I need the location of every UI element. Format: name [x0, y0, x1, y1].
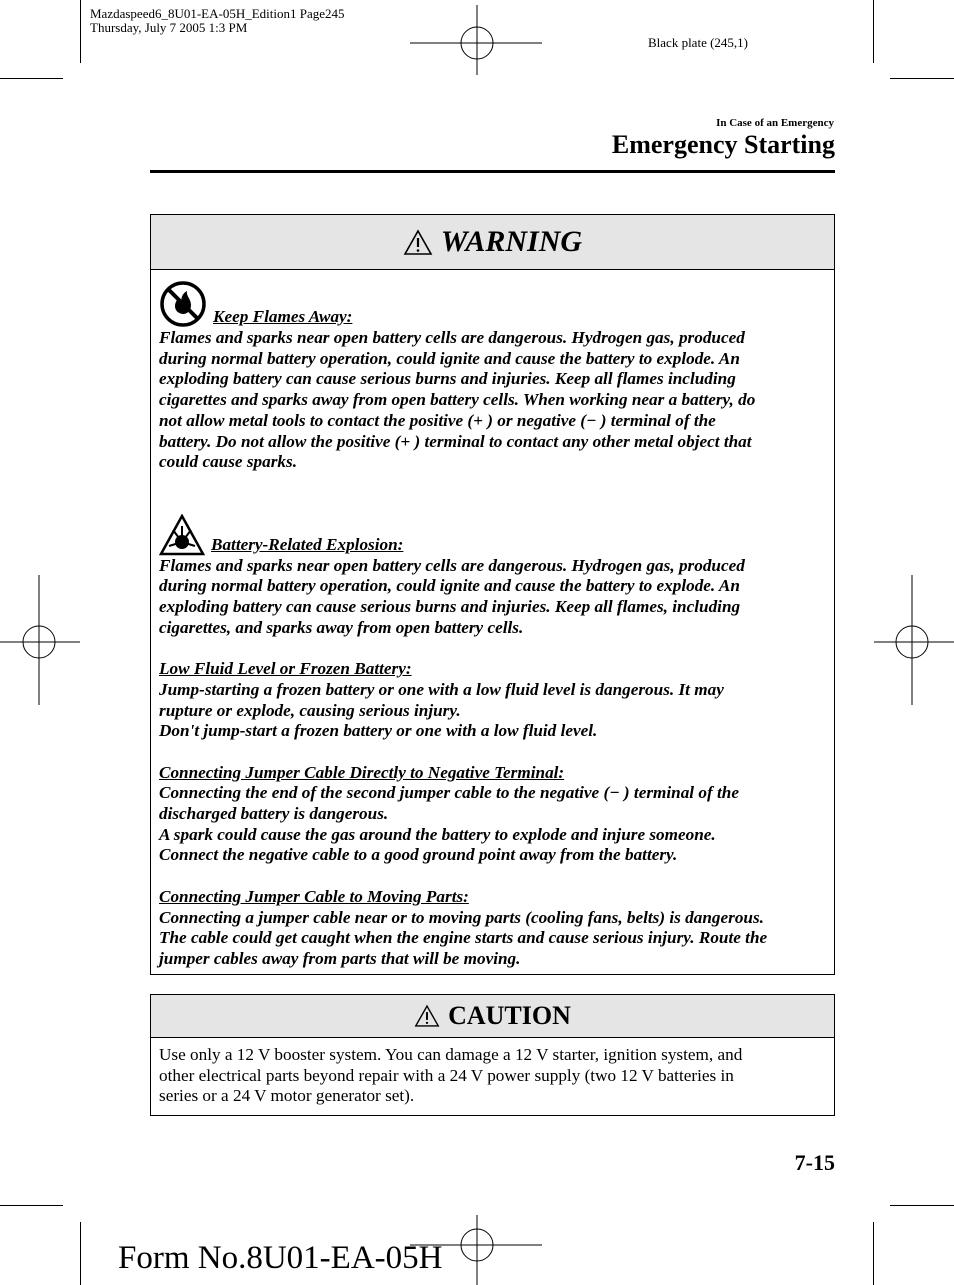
warning-heading-explosion: Battery-Related Explosion: [211, 534, 404, 554]
registration-target-top [410, 5, 542, 75]
text-line: during normal battery operation, could ignite and cause the battery to explode. An [159, 348, 740, 368]
page-title: Emergency Starting [611, 130, 835, 159]
text-line: rupture or explode, causing serious injury. [159, 700, 461, 720]
text-line: Jump-starting a frozen battery or one with a low fluid level is dangerous. It may [159, 679, 724, 699]
caution-box [150, 994, 835, 1116]
text-line: Connecting the end of the second jumper cable to the negative (− ) terminal of the [159, 783, 739, 803]
warning-block-negative [159, 763, 826, 867]
warning-heading-moving: Connecting Jumper Cable to Moving Parts: [159, 886, 469, 906]
text-line: series or a 24 V motor generator set). [159, 1086, 415, 1106]
text-line: cigarettes and sparks away from open battery cells. When working near a battery, do [159, 390, 756, 410]
explosion-icon [159, 514, 205, 556]
warning-triangle-icon [414, 1004, 440, 1028]
no-flame-icon [159, 280, 207, 328]
text-line: during normal battery operation, could ignite and cause the battery to explode. An [159, 576, 740, 596]
warning-heading-frozen: Low Fluid Level or Frozen Battery: [159, 659, 412, 679]
caution-body [151, 1038, 834, 1114]
text-line: jumper cables away from parts that will be moving. [159, 948, 521, 968]
text-line: The cable could get caught when the engine starts and cause serious injury. Route the [159, 928, 768, 948]
warning-block-flames [159, 280, 826, 473]
caution-header [151, 995, 834, 1038]
text-line: exploding battery can cause serious burns and injuries. Keep all flames including [159, 369, 736, 389]
text-line: battery. Do not allow the positive (+ ) terminal to contact any other metal object that [159, 431, 752, 451]
slug-info [90, 7, 345, 35]
text-line: not allow metal tools to contact the positive (+ ) or negative (− ) terminal of the [159, 410, 716, 430]
text-line: Flames and sparks near open battery cells are dangerous. Hydrogen gas, produced [159, 555, 745, 575]
warning-block-frozen [159, 659, 826, 742]
text-line: discharged battery is dangerous. [159, 804, 389, 824]
text-line: Don't jump-start a frozen battery or one with a low fluid level. [159, 721, 598, 741]
warning-header [151, 215, 834, 270]
text-line: exploding battery can cause serious burns and injuries. Keep all flames, including [159, 597, 741, 617]
warning-block-moving [159, 887, 826, 970]
slug-line-2: Thursday, July 7 2005 1:3 PM [90, 20, 248, 35]
registration-target-left [0, 575, 80, 705]
text-line: Use only a 12 V booster system. You can damage a 12 V starter, ignition system, and [159, 1045, 743, 1064]
caution-label: CAUTION [448, 1001, 571, 1030]
warning-heading-flames: Keep Flames Away: [213, 307, 353, 327]
registration-target-right [874, 575, 954, 705]
text-line: A spark could cause the gas around the battery to explode and injure someone. [159, 824, 716, 844]
text-line: cigarettes, and sparks away from open battery cells. [159, 617, 524, 637]
text-line: could cause sparks. [159, 452, 297, 472]
warning-box [150, 214, 835, 975]
warning-body [151, 270, 834, 970]
warning-label: WARNING [440, 225, 583, 258]
plate-label: Black plate (245,1) [648, 35, 748, 50]
text-line: Connect the negative cable to a good ground point away from the battery. [159, 845, 678, 865]
text-line: other electrical parts beyond repair with a 24 V power supply (two 12 V batteries in [159, 1065, 734, 1085]
form-number: Form No.8U01-EA-05H [118, 1240, 443, 1276]
warning-heading-negative: Connecting Jumper Cable Directly to Negative Terminal: [159, 762, 565, 782]
slug-line-1: Mazdaspeed6_8U01-EA-05H_Edition1 Page245 [90, 6, 345, 21]
text-line: Flames and sparks near open battery cells are dangerous. Hydrogen gas, produced [159, 328, 745, 347]
warning-block-explosion [159, 514, 826, 639]
section-label: In Case of an Emergency [716, 117, 834, 129]
title-rule [150, 170, 835, 173]
page-number: 7-15 [794, 1150, 835, 1175]
warning-triangle-icon [403, 229, 433, 256]
text-line: Connecting a jumper cable near or to moving parts (cooling fans, belts) is dangerous. [159, 907, 764, 927]
